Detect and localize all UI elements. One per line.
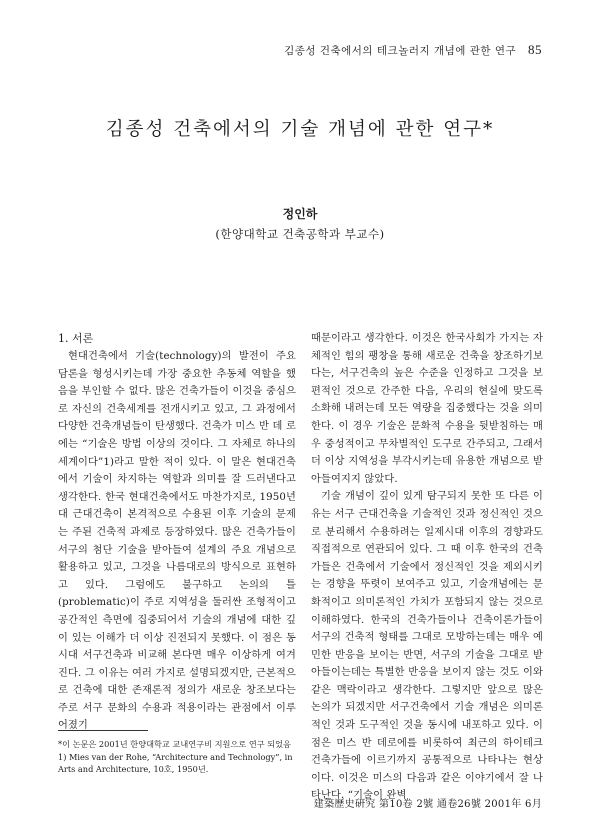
left-column [58, 348, 296, 735]
body-paragraph: 기술 개념이 깊이 있게 탐구되지 못한 또 다른 이유는 서구 근대건축을 기술적인 것과 정신적인 것으로 분리해서 수용하려는 일제시대 이후의 경향과도 직접적으로 연관되어 있다. 그 때 이후 한국의 건축가들은 건축에서 기술에서 정신적인 것을 제외시키는 경향을 뚜렷이 보여주고 있고, 기술개념에는 문화적이고 의미론적인 가치가 포함되지 않는 것으로 이해하였다. 한국의 건축가들이나 건축이론가들이 서구의 건축적 형태를 그대로 모방하는데는 매우 예민한 반응을 보이는 반면, 서구의 기술을 그대로 받아들이는데는 특별한 반응을 보이지 않는 것도 이와 같은 맥락이라고 생각한다. 그렇지만 앞으로 많은 논의가 되겠지만 서구건축에서 기술 개념은 의미론적인 것과 도구적인 것을 동시에 내포하고 있다. 이 점은 미스 반 데로에를 비롯하여 최근의 하이테크 건축가들에 이르기까지 공통적으로 나타나는 현상이다. 이것은 미스의 다음과 같은 이야기에서 잘 나타난다. “기술이 완벽 [311, 491, 543, 802]
body-paragraph: 때문이라고 생각한다. 이것은 한국사회가 가지는 자체적인 힘의 팽창을 통해 새로운 건축을 창조하기보다는, 서구건축의 높은 수준을 인정하고 그것을 보편적인 것으로 간주한 다음, 우리의 현실에 맞도록 소화해 내려는데 모든 역량을 집중했다는 것을 의미한다. 이 경우 기술은 문화적 수용을 뒷받침하는 매우 중성적이고 무차별적인 도구로 간주되고, 그래서 더 이상 지역성을 부각시키는데 유용한 개념으로 받아들여지지 않았다. [311, 333, 543, 485]
paper-title: 김종성 건축에서의 기술 개념에 관한 연구* [105, 119, 495, 140]
footnote: *이 논문은 2001년 한양대학교 교내연구비 지원으로 연구 되었음 [58, 739, 291, 749]
journal-footer: 建築歷史硏究 第10卷 2號 通卷26號 2001年 6月 [313, 799, 542, 810]
footnote: 1) Mies van der Rohe, “Architecture and Technology”, in Arts and Architecture, 10호, 1950년. [58, 751, 293, 774]
section-heading: 1. 서론 [58, 332, 94, 345]
page-number: 85 [528, 42, 542, 57]
author-name: 정인하 [282, 207, 318, 221]
right-column [311, 330, 543, 805]
body-paragraph: 현대건축에서 기술(technology)의 발전이 주요 담론을 형성시키는데 가장 중요한 추동체 역할을 했음을 부인할 수 없다. 많은 건축가들이 이것을 중심으로 자신의 건축세계를 전개시키고 있고, 그 과정에서 다양한 건축개념들이 탄생했다. 건축가 미스 반 데 로에는 “기술은 방법 이상의 것이다. 그 자체로 하나의 세계이다”1)라고 말한 적이 있다. 이 말은 현대건축에서 기술이 차지하는 역할과 의미를 잘 드러낸다고 생각한다. 한국 현대건축에서도 마찬가지로, 1950년대 근대건축이 본격적으로 수용된 이후 기술의 문제는 주된 건축적 과제로 등장하였다. 많은 건축가들이 서구의 첨단 기술을 받아들여 설계의 주요 개념으로 활용하고 있고, 그것을 나름대로의 방식으로 표현하고 있다. 그럼에도 불구하고 논의의 틀(problematic)이 주로 지역성을 둘러싼 조형적이고 공간적인 측면에 집중되어서 기술의 개념에 대한 깊이 있는 이해가 더 이상 진전되지 못했다. 이 점은 동시대 서구건축과 비교해 본다면 매우 이상하게 여겨진다. 그 이유는 여러 가지로 설명되겠지만, 근본적으로 건축에 대한 존재론적 정의가 새로운 창조보다는 주로 서구 문화의 수용과 적용이라는 관점에서 이루어졌기 [58, 351, 296, 732]
running-header [284, 42, 542, 58]
footnote-rule [58, 730, 148, 731]
author-affiliation: (한양대학교 건축공학과 부교수) [215, 227, 385, 241]
running-title: 김종성 건축에서의 테크놀러지 개념에 관한 연구 [284, 45, 517, 57]
footnotes [58, 738, 298, 776]
